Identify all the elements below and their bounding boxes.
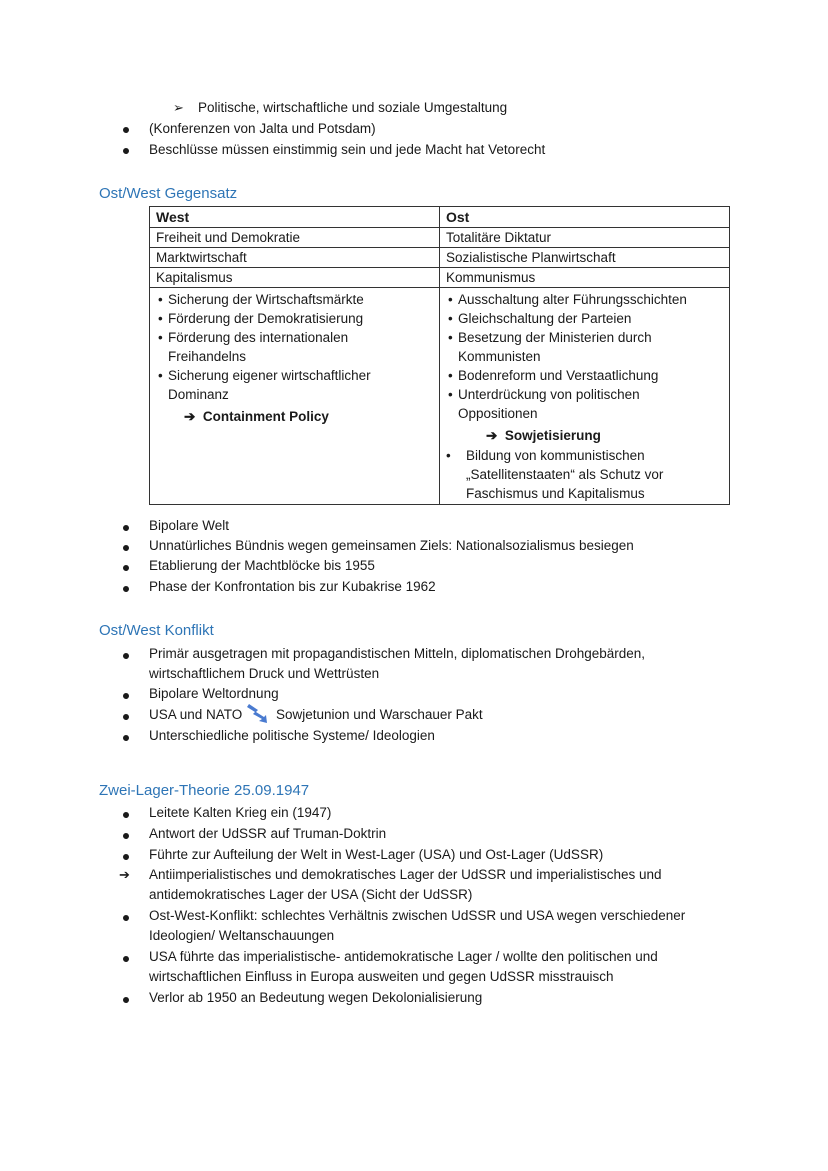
bullet-icon <box>123 997 129 1003</box>
intro-item: Beschlüsse müssen einstimmig sein und jede Macht hat Vetorecht <box>149 142 546 157</box>
section-heading: Zwei-Lager-Theorie 25.09.1947 <box>99 782 310 799</box>
section3-item: Ost-West-Konflikt: schlechtes Verhältnis zwischen UdSSR und USA wegen verschiedener <box>149 908 686 923</box>
section2-item-right: Sowjetunion und Warschauer Pakt <box>276 707 483 722</box>
ost-extra-text: Bildung von kommunistischen „Satellitenstaaten“ als Schutz vor Faschismus und Kapitalismus <box>466 448 664 501</box>
ost-list <box>446 288 723 425</box>
table-cell-west-list <box>150 288 440 505</box>
section3-item: Leitete Kalten Krieg ein (1947) <box>149 805 332 820</box>
table-cell-ost: Totalitäre Diktatur <box>440 228 730 248</box>
arrow-right-icon: ➔ <box>184 409 203 424</box>
section3-item-continuation: Ideologien/ Weltanschauungen <box>149 928 335 943</box>
section3-item-continuation: wirtschaftlichen Einfluss in Europa ausweiten und gegen UdSSR misstrauisch <box>149 969 614 984</box>
section2-item: USA und NATO <box>149 707 243 722</box>
lightning-icon <box>245 701 269 725</box>
bullet-icon <box>123 525 129 531</box>
section3-item: Führte zur Aufteilung der Welt in West-Lager (USA) und Ost-Lager (UdSSR) <box>149 847 604 862</box>
bullet-icon <box>123 545 129 551</box>
section3-item: Verlor ab 1950 an Bedeutung wegen Dekolonialisierung <box>149 990 483 1005</box>
list-item: • Besetzung der Ministerien durch Kommunisten <box>446 328 678 366</box>
comparison-table <box>149 206 730 505</box>
intro-sub-bullet: Politische, wirtschaftliche und soziale Umgestaltung <box>198 100 508 115</box>
header-west: West <box>150 207 440 228</box>
arrow-right-icon: ➔ <box>119 867 130 882</box>
list-item: • Ausschaltung alter Führungsschichten <box>446 290 723 309</box>
ost-extra-item <box>446 446 706 504</box>
bullet-icon: • <box>446 448 451 463</box>
section-heading: Ost/West Konflikt <box>99 622 214 639</box>
bullet-icon <box>123 714 129 720</box>
section-heading: Ost/West Gegensatz <box>99 185 238 202</box>
bullet-icon <box>123 854 129 860</box>
containment-policy-line <box>156 406 433 427</box>
sowjetisierung-line <box>446 425 723 446</box>
list-item: • Unterdrückung von politischen Oppositionen <box>446 385 678 423</box>
list-item: • Förderung des internationalen Freihandelns <box>156 328 398 366</box>
west-list <box>156 288 433 406</box>
bullet-icon <box>123 915 129 921</box>
bullet-icon <box>123 127 129 133</box>
section1-item: Phase der Konfrontation bis zur Kubakrise 1962 <box>149 579 436 594</box>
list-item: • Bodenreform und Verstaatlichung <box>446 366 723 385</box>
section2-item: Primär ausgetragen mit propagandistischen Mitteln, diplomatischen Drohgebärden, <box>149 646 646 661</box>
table-cell-west: Freiheit und Demokratie <box>150 228 440 248</box>
table-cell-west: Kapitalismus <box>150 268 440 288</box>
table-row <box>150 288 730 505</box>
section3-item: Antwort der UdSSR auf Truman-Doktrin <box>149 826 387 841</box>
list-item: • Sicherung eigener wirtschaftlicher Dominanz <box>156 366 408 404</box>
bullet-icon <box>123 586 129 592</box>
containment-policy: Containment Policy <box>202 409 329 424</box>
bullet-icon <box>123 565 129 571</box>
bullet-icon <box>123 148 129 154</box>
list-item: • Förderung der Demokratisierung <box>156 309 433 328</box>
intro-item: (Konferenzen von Jalta und Potsdam) <box>149 121 376 136</box>
bullet-icon <box>123 693 129 699</box>
section1-item: Unnatürliches Bündnis wegen gemeinsamen Ziels: Nationalsozialismus besiegen <box>149 538 634 553</box>
bullet-icon <box>123 812 129 818</box>
section3-arrow-item-continuation: antidemokratisches Lager der USA (Sicht der UdSSR) <box>149 887 473 902</box>
bullet-icon <box>123 956 129 962</box>
table-header-row <box>150 207 730 228</box>
section2-item: Bipolare Weltordnung <box>149 686 279 701</box>
table-cell-west: Marktwirtschaft <box>150 248 440 268</box>
bullet-icon <box>123 735 129 741</box>
sowjetisierung: Sowjetisierung <box>504 428 601 443</box>
table-cell-ost: Sozialistische Planwirtschaft <box>440 248 730 268</box>
table-cell-ost-list <box>440 288 730 505</box>
sub-bullet-arrow-icon: ➢ <box>173 100 184 115</box>
header-ost: Ost <box>440 207 730 228</box>
bullet-icon <box>123 833 129 839</box>
section1-item: Bipolare Welt <box>149 518 230 533</box>
table-row <box>150 248 730 268</box>
list-item: • Sicherung der Wirtschaftsmärkte <box>156 290 433 309</box>
table-row <box>150 228 730 248</box>
section1-item: Etablierung der Machtblöcke bis 1955 <box>149 558 375 573</box>
table-cell-ost: Kommunismus <box>440 268 730 288</box>
section2-item-continuation: wirtschaftlichem Druck und Wettrüsten <box>149 666 380 681</box>
list-item: • Gleichschaltung der Parteien <box>446 309 723 328</box>
arrow-right-icon: ➔ <box>486 428 505 443</box>
section3-item: USA führte das imperialistische- antidemokratische Lager / wollte den politischen und <box>149 949 658 964</box>
bullet-icon <box>123 653 129 659</box>
table-row <box>150 268 730 288</box>
section3-arrow-item: Antiimperialistisches und demokratisches Lager der UdSSR und imperialistisches und <box>149 867 662 882</box>
section2-item: Unterschiedliche politische Systeme/ Ideologien <box>149 728 435 743</box>
